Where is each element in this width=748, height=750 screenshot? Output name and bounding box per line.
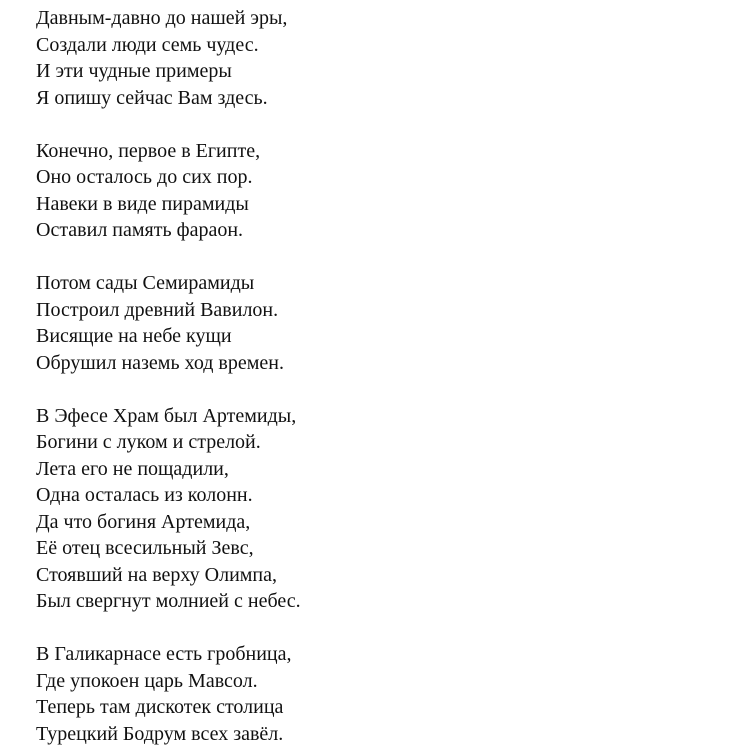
poem-line: Давным-давно до нашей эры, xyxy=(36,7,288,29)
poem-line: Создали люди семь чудес. xyxy=(36,33,259,56)
poem-line: Навеки в виде пирамиды xyxy=(36,192,249,215)
poem-line: Богини с луком и стрелой. xyxy=(36,431,261,453)
poem-line: Конечно, первое в Египте, xyxy=(36,139,261,162)
poem-line: Обрушил наземь ход времен. xyxy=(36,351,284,374)
stanza-5 xyxy=(36,641,748,747)
poem-line: Лета его не пощадили, xyxy=(36,457,229,480)
poem-line: Оставил память фараон. xyxy=(36,219,244,241)
stanza-3 xyxy=(36,270,748,376)
poem-line: В Эфесе Храм был Артемиды, xyxy=(36,404,297,427)
poem-line: В Галикарнасе есть гробница, xyxy=(36,643,292,665)
poem-line: Был свергнут молнией с небес. xyxy=(36,590,301,612)
poem-line: Висящие на небе кущи xyxy=(36,325,232,347)
stanza-2 xyxy=(36,138,748,244)
poem-line: Турецкий Бодрум всех завёл. xyxy=(36,722,284,745)
poem-line: И эти чудные примеры xyxy=(36,60,232,82)
poem-line: Где упокоен царь Мавсол. xyxy=(36,669,258,692)
poem-line: Её отец всесильный Зевс, xyxy=(36,537,254,559)
stanza-1 xyxy=(36,5,748,111)
poem-line: Одна осталась из колонн. xyxy=(36,484,253,506)
poem-line: Теперь там дискотек столица xyxy=(36,696,284,718)
poem-line: Построил древний Вавилон. xyxy=(36,298,279,321)
poem-line: Стоявший на верху Олимпа, xyxy=(36,563,278,586)
stanza-4 xyxy=(36,403,748,615)
poem-line: Потом сады Семирамиды xyxy=(36,272,255,294)
poem-line: Да что богиня Артемида, xyxy=(36,510,251,533)
poem-line: Оно осталось до сих пор. xyxy=(36,166,253,188)
poem-line: Я опишу сейчас Вам здесь. xyxy=(36,86,268,109)
